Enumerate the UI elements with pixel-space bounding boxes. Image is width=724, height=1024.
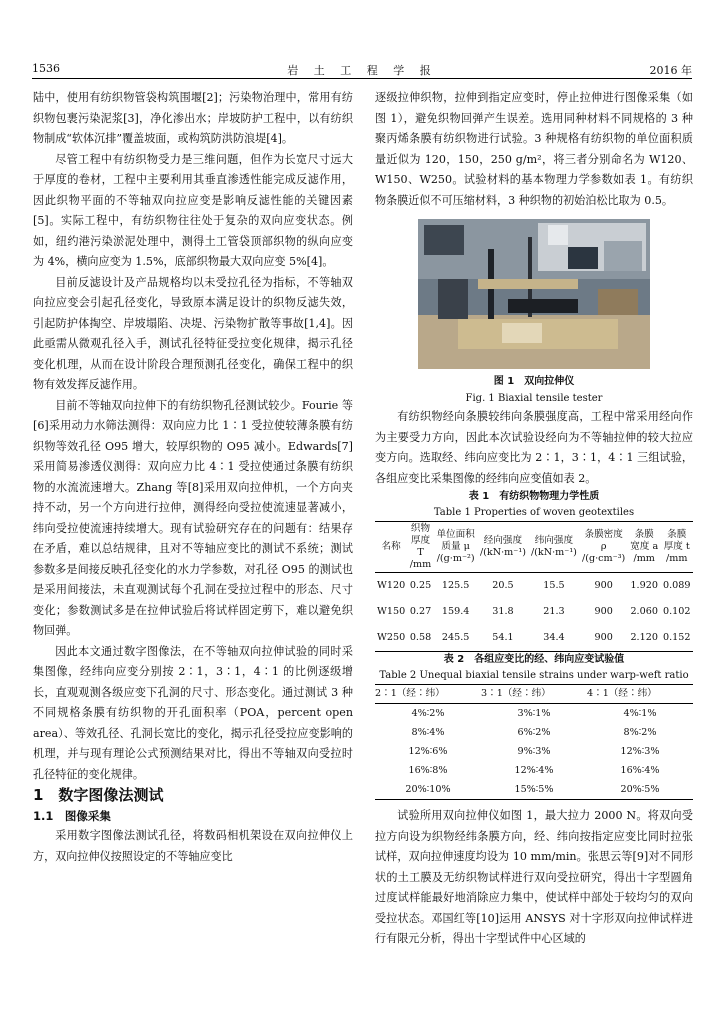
table-cell: 0.27	[409, 606, 432, 617]
paragraph: 尽管工程中有纺织物受力是三维问题，但作为长宽尺寸远大于厚度的卷材，工程中主要利用其垂直渗透性能完成反滤作用，因此织物平面的不等轴双向拉应变是影响反滤性能的关键因素[5]。实际工程中，有纺织物往往处于复杂的双向应变状态。例如，纽约港污染淤泥处理中，测得土工管袋顶部织物的纵向应变为 4%，横向应变为 1.5%，底部织物最大双向应变 5%[4]。	[33, 152, 353, 268]
table-cell: 0.089	[662, 580, 691, 591]
paragraph: 目前不等轴双向拉伸下的有纺织物孔径测试较少。Fourie 等[6]采用动力水筛法测得：双向应力比 1∶1 受拉使较薄条膜有纺织物等效孔径 O95 增大，较厚织物的 O95 减小。Edwards[7]采用简易渗透仪测得：双向应力比 4∶1 受拉使通过条膜有纺织物的水流流速增大。Zhang 等[8]采用双向拉伸机，一个方向夹持不动，另一个方向进行拉伸，测得经向受拉使流速显著减小，纬向受拉使流速持续增大。现有试验研究存在的问题有：结果存在矛盾，难以总结规律，且对不等轴应变比的测试不系统；测试参数多是间接反映孔径变化的水力学参数，对孔径 O95 的测试也是采用间接法，未直观测试每个孔洞在受拉过程中的形态、尺寸变化；参数测试多是在拉伸试验后将试样固定剪下，难以避免织物回弹。	[33, 398, 353, 637]
table-header-cell: 单位面积质量 μ /(g·m⁻²)	[436, 529, 475, 564]
table-cell: 54.1	[492, 632, 514, 643]
table-row	[375, 723, 693, 742]
right-column	[375, 88, 693, 950]
table-cell: 21.3	[543, 606, 565, 617]
table1-title-en: Table 1 Properties of woven geotextiles	[433, 507, 635, 518]
table-cell: 245.5	[441, 632, 470, 643]
properties-table	[375, 521, 693, 652]
table-cell: 20%∶5%	[620, 784, 660, 795]
table-cell: 15%∶5%	[514, 784, 554, 795]
table-cell: 12%∶4%	[514, 765, 554, 776]
page-number: 1536	[32, 62, 60, 75]
table-cell: 12%∶6%	[408, 746, 448, 757]
table-header-cell: 名称	[381, 541, 401, 552]
section-heading: 1 数字图像法测试	[33, 786, 164, 804]
table-header-cell: 条膜厚度 t /mm	[663, 529, 690, 564]
table-cell: 0.102	[662, 606, 691, 617]
table-cell: W150	[377, 606, 406, 617]
left-column	[33, 88, 353, 867]
table-cell: 0.58	[409, 632, 432, 643]
table-header-cell: 条膜宽度 a /mm	[630, 529, 659, 564]
table2-title-zh: 表 2 各组应变比的经、纬向应变试验值	[443, 654, 625, 665]
table-cell: 0.25	[409, 580, 432, 591]
paragraph: 陆中，使用有纺织物管袋构筑围堰[2]；污染物治理中，常用有纺织物包裹污染泥浆[3]，净化渗出水；岸坡防护工程中，以有纺织物制成“软体沉排”覆盖坡面，或构筑防洪防浪堤[4]。	[33, 91, 353, 145]
table-row	[375, 573, 693, 600]
table-header-row	[375, 522, 693, 573]
biaxial-tester-photo	[418, 219, 650, 369]
table-cell: 4%∶2%	[411, 708, 445, 719]
paragraph: 试验所用双向拉伸仪如图 1，最大拉力 2000 N。将双向受拉方向设为织物经纬条膜方向，经、纬向按指定应变比同时拉张试样，双向拉伸速度均设为 10 mm/min。张思云等[9]对不同形状的土工膜及无纺织物试样进行双向受拉研究，得出十字型圆角过度试样能最好地消除应力集中，使试样中部处于较均匀的双向受拉状态。邓国红等[10]运用 ANSYS 对十字形双向拉伸试样进行有限元分析，得出十字型试件中心区域的	[375, 809, 693, 945]
table-cell: 3%∶1%	[517, 708, 551, 719]
table-cell: 15.5	[543, 580, 565, 591]
table-cell: 31.8	[492, 606, 514, 617]
table-cell: 2.060	[630, 606, 658, 617]
table-header-cell: 经向强度 /(kN·m⁻¹)	[479, 535, 526, 558]
journal-year: 2016 年	[649, 64, 692, 77]
table-cell: 8%∶2%	[623, 727, 657, 738]
table-row	[375, 599, 693, 625]
table-header-cell: 4∶1（经∶纬）	[587, 685, 693, 704]
figure-caption-zh: 图 1 双向拉伸仪	[493, 376, 575, 387]
table1-title-zh: 表 1 有纺织物物理力学性质	[468, 491, 600, 502]
table-cell: 34.4	[543, 632, 565, 643]
table-header-cell: 纬向强度 /(kN·m⁻¹)	[530, 535, 577, 558]
table-cell: 900	[594, 580, 613, 591]
table-cell: W120	[377, 580, 406, 591]
strain-table	[375, 684, 693, 800]
table2-title-en: Table 2 Unequal biaxial tensile strains under warp-weft ratio	[379, 670, 689, 681]
paragraph: 因此本文通过数字图像法，在不等轴双向拉伸试验的同时采集图像，经纬向应变分别按 2∶1，3∶1，4∶1 的比例逐级增长，直观观测各级应变下孔洞的尺寸、形态变化。通过测试 3 种不同规格条膜有纺织物的开孔面积率（POA，percent open area）、等效孔径、孔洞长宽比的变化，揭示孔径受拉应变影响的机理，并与现有理论公式预测结果对比，得出不等轴双向受拉时孔径特征的变化规律。	[33, 644, 353, 781]
paragraph: 采用数字图像法测试孔径，将数码相机架设在双向拉伸仪上方，双向拉伸仪按照设定的不等轴应变比	[33, 829, 353, 863]
table-row	[375, 761, 693, 780]
tester-photo-illustration	[418, 219, 650, 369]
paragraph: 目前反滤设计及产品规格均以未受拉孔径为指标，不等轴双向拉应变会引起孔径变化，导致原本满足设计的织物反滤失效，引起防护体掏空、岸坡塌陷、决堤、污染物扩散等事故[1,4]。因此亟需从微观孔径入手，测试孔径特征受拉变化规律，揭示孔径变化机理，从而在设计阶段合理预测孔径变化，确保工程中的织物有效发挥反滤作用。	[33, 275, 353, 391]
paragraph: 逐级拉伸织物，拉伸到指定应变时，停止拉伸进行图像采集（如图 1），避免织物回弹产生误差。选用同种材料不同规格的 3 种聚丙烯条膜有纺织物进行试验。3 种规格有纺织物的单位面积质量近似为 120，150，250 g/m²，将三者分别命名为 W120、W150、W250。试验材料的基本物理力学参数如表 1。有纺织物条膜近似不可压缩材料，3 种织物的初始泊松比取为 0.5。	[375, 91, 693, 207]
table-row	[375, 625, 693, 652]
table-cell: 4%∶1%	[623, 708, 657, 719]
table-cell: 2.120	[630, 632, 658, 643]
table-cell: 125.5	[441, 580, 470, 591]
table-cell: 159.4	[441, 606, 470, 617]
table-cell: 16%∶4%	[620, 765, 660, 776]
table-cell: 6%∶2%	[517, 727, 551, 738]
table-cell: 12%∶3%	[620, 746, 660, 757]
subsection-heading: 1.1 图像采集	[33, 808, 111, 823]
page-header	[32, 60, 692, 79]
table-cell: 20.5	[492, 580, 514, 591]
table-cell: 9%∶3%	[517, 746, 551, 757]
table-cell: 900	[594, 606, 613, 617]
table-header-row	[375, 685, 693, 704]
table-cell: 16%∶8%	[408, 765, 448, 776]
paragraph: 有纺织物经向条膜较纬向条膜强度高，工程中常采用经向作为主要受力方向，因此本次试验设经向为不等轴拉伸的较大拉应变方向。选取经、纬向应变比为 2∶1，3∶1，4∶1 三组试验，各组应变比采集图像的经纬向应变值如表 2。	[375, 410, 693, 485]
table-cell: 900	[594, 632, 613, 643]
journal-title: 岩 土 工 程 学 报	[287, 64, 437, 77]
table-cell: 0.152	[662, 632, 691, 643]
table-cell: 8%∶4%	[411, 727, 445, 738]
table-row	[375, 742, 693, 761]
table-cell: 20%∶10%	[405, 784, 451, 795]
figure-caption-en: Fig. 1 Biaxial tensile tester	[465, 393, 603, 404]
table-row	[375, 704, 693, 724]
table-cell: W250	[377, 632, 406, 643]
table-header-cell: 3∶1（经∶纬）	[481, 685, 587, 704]
table-header-cell: 条膜密度 ρ /(g·cm⁻³)	[582, 529, 626, 564]
table-header-cell: 织物厚度 T /mm	[409, 523, 432, 570]
table-cell: 1.920	[630, 580, 658, 591]
table-row	[375, 780, 693, 800]
table-header-cell: 2∶1（经∶纬）	[375, 685, 481, 704]
